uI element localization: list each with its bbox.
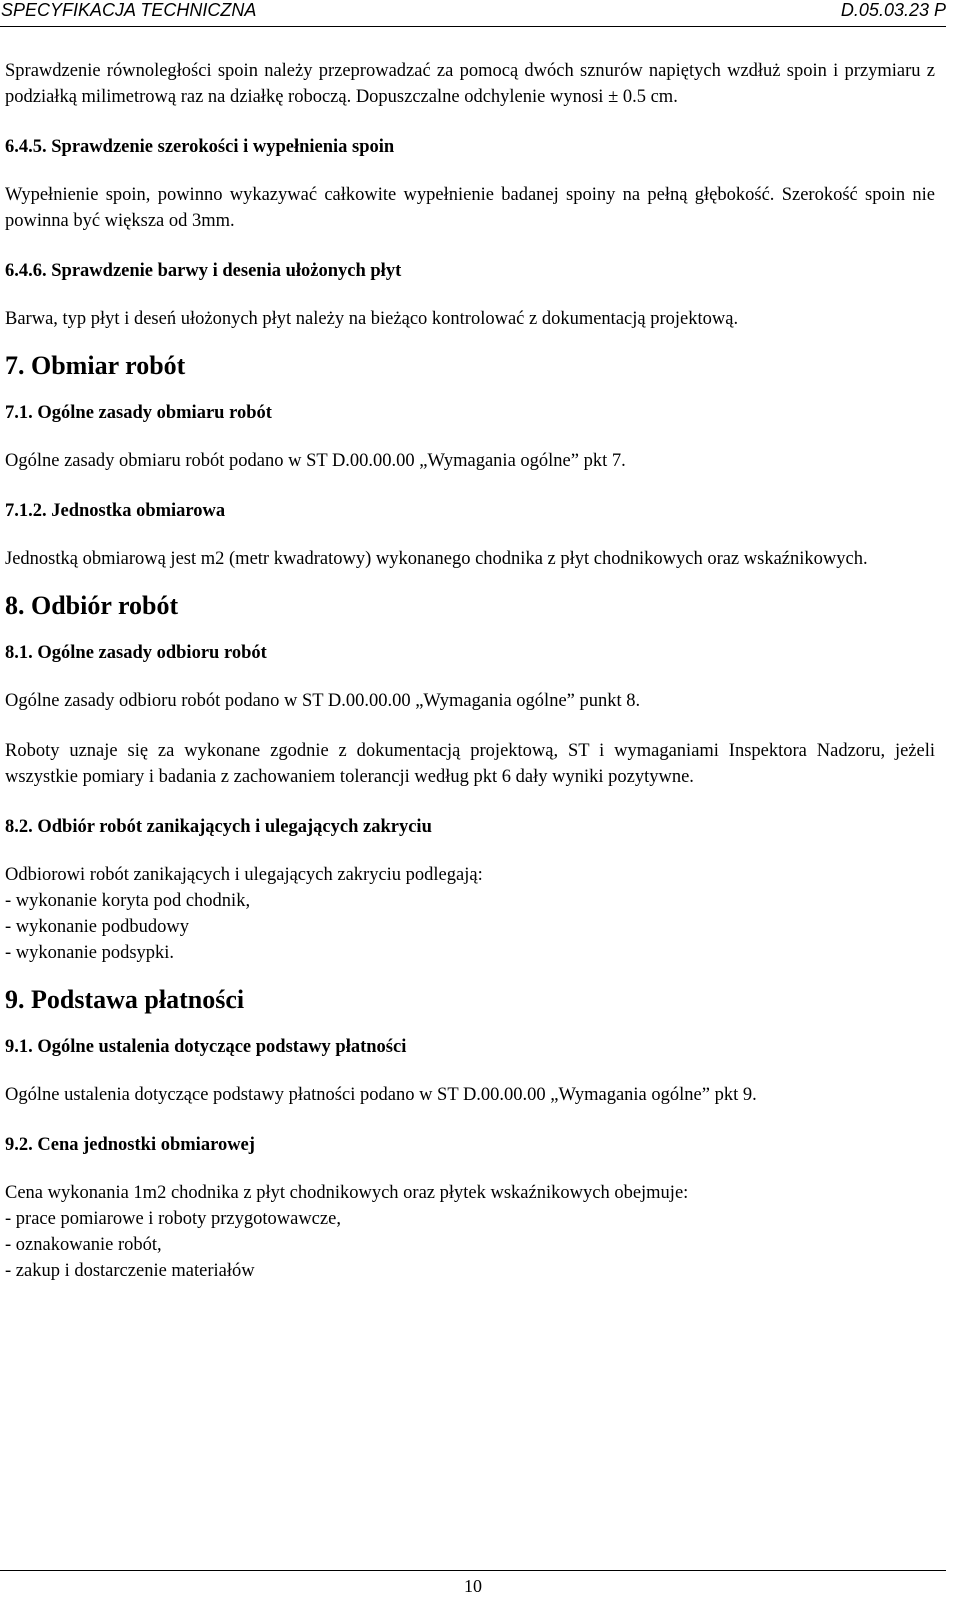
- paragraph: Sprawdzenie równoległości spoin należy przeprowadzać za pomocą dwóch sznurów napiętych wzdłuż spoin i przymiaru z podziałką milimetrową raz na działkę roboczą. Dopuszczalne odchylenie wynosi ± 0.5 cm.: [5, 61, 935, 107]
- section-heading-6-4-5: 6.4.5. Sprawdzenie szerokości i wypełnienia spoin: [5, 137, 395, 157]
- acceptance-list: [5, 862, 935, 966]
- chapter-heading-8: 8. Odbiór robót: [5, 591, 179, 620]
- list-intro: Odbiorowi robót zanikających i ulegających zakryciu podlegają:: [5, 865, 483, 885]
- page-footer: [0, 1570, 946, 1601]
- document-body: [5, 58, 935, 1284]
- header-document-code: D.05.03.23 P: [840, 0, 946, 20]
- section-heading-9-1: 9.1. Ogólne ustalenia dotyczące podstawy płatności: [5, 1037, 407, 1057]
- section-heading-8-2: 8.2. Odbiór robót zanikających i ulegających zakryciu: [5, 817, 432, 837]
- section-heading-7-1-2: 7.1.2. Jednostka obmiarowa: [5, 501, 226, 521]
- paragraph: Ogólne zasady odbioru robót podano w ST D.00.00.00 „Wymagania ogólne” punkt 8.: [5, 691, 641, 711]
- paragraph: Barwa, typ płyt i deseń ułożonych płyt należy na bieżąco kontrolować z dokumentacją projektową.: [5, 309, 739, 329]
- unit-price-list: [5, 1180, 935, 1284]
- paragraph: Ogólne zasady obmiaru robót podano w ST D.00.00.00 „Wymagania ogólne” pkt 7.: [5, 451, 626, 471]
- section-heading-9-2: 9.2. Cena jednostki obmiarowej: [5, 1135, 255, 1155]
- section-heading-6-4-6: 6.4.6. Sprawdzenie barwy i desenia ułożonych płyt: [5, 261, 402, 281]
- paragraph: Ogólne ustalenia dotyczące podstawy płatności podano w ST D.00.00.00 „Wymagania ogólne” pkt 9.: [5, 1085, 757, 1105]
- list-item: - wykonanie podsypki.: [5, 943, 175, 963]
- list-item: - oznakowanie robót,: [5, 1235, 162, 1255]
- section-heading-8-1: 8.1. Ogólne zasady odbioru robót: [5, 643, 267, 663]
- header-document-title: SPECYFIKACJA TECHNICZNA: [1, 0, 257, 20]
- list-item: - wykonanie koryta pod chodnik,: [5, 891, 251, 911]
- paragraph: Roboty uznaje się za wykonane zgodnie z dokumentacją projektową, ST i wymaganiami Inspektora Nadzoru, jeżeli wszystkie pomiary i badania z zachowaniem tolerancji według pkt 6 dały wyniki pozytywne.: [5, 741, 935, 787]
- list-intro: Cena wykonania 1m2 chodnika z płyt chodnikowych oraz płytek wskaźnikowych obejmuje:: [5, 1183, 689, 1203]
- chapter-heading-9: 9. Podstawa płatności: [5, 985, 245, 1014]
- list-item: - wykonanie podbudowy: [5, 917, 189, 937]
- chapter-heading-7: 7. Obmiar robót: [5, 351, 186, 380]
- page-header: [0, 0, 946, 27]
- list-item: - zakup i dostarczenie materiałów: [5, 1261, 255, 1281]
- paragraph: Jednostką obmiarową jest m2 (metr kwadratowy) wykonanego chodnika z płyt chodnikowych oraz wskaźnikowych.: [5, 549, 868, 569]
- list-item: - prace pomiarowe i roboty przygotowawcze,: [5, 1209, 341, 1229]
- section-heading-7-1: 7.1. Ogólne zasady obmiaru robót: [5, 403, 272, 423]
- paragraph: Wypełnienie spoin, powinno wykazywać całkowite wypełnienie badanej spoiny na pełną głębokość. Szerokość spoin nie powinna być większa od 3mm.: [5, 185, 935, 231]
- page-number: 10: [464, 1576, 482, 1596]
